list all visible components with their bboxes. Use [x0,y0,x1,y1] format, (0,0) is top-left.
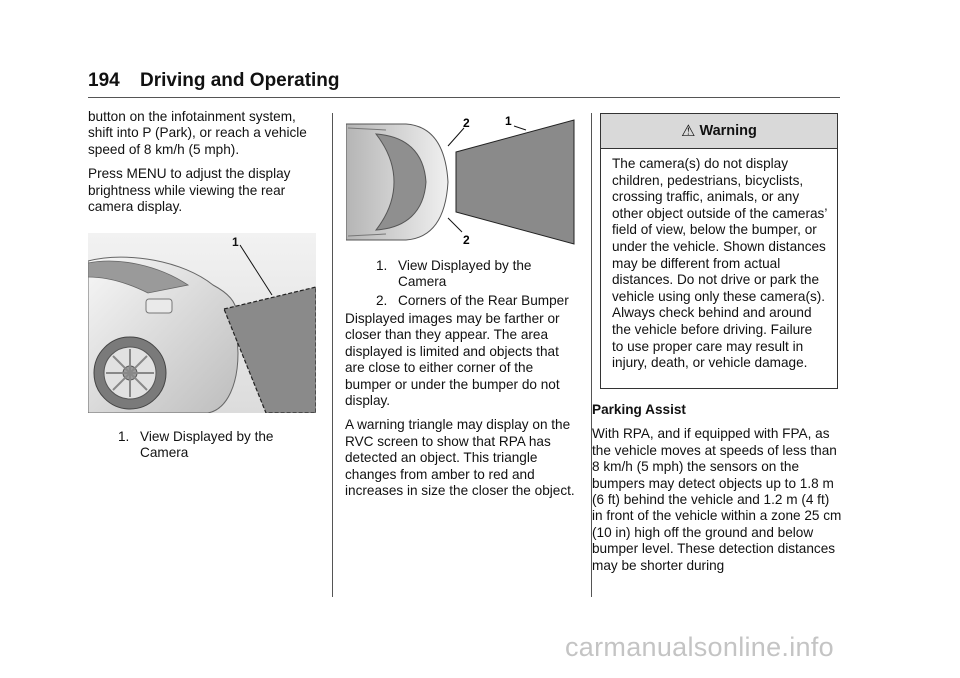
column-divider-1 [332,113,333,597]
figure-callout: 2 [463,116,470,130]
caption-text: View Displayed by the Camera [398,258,532,290]
caption-item [118,429,323,462]
warning-box [600,113,838,389]
caption-number: 2. [376,292,388,308]
caption-item [376,293,581,309]
figure-2-caption [376,258,581,311]
paragraph: A warning triangle may display on the RVC screen to show that RPA has detected an object. This triangle changes from amber to red and increases in size the closer the object. [345,417,575,499]
column-1 [88,109,324,223]
paragraph: button on the infotainment system, shift into P (Park), or reach a vehicle speed of 8 km/h (5 mph). [88,109,307,157]
caption-text: View Displayed by the Camera [140,429,274,461]
column-2 [345,311,581,507]
figure-1-caption [118,429,323,464]
paragraph: Displayed images may be farther or closer than they appear. The area displayed is limited and objects that are close to either corner of the bumper or under the bumper do not display. [345,311,560,409]
header-rule [88,97,840,98]
paragraph: Press MENU to adjust the display brightness while viewing the rear camera display. [88,166,291,215]
caption-number: 1. [118,429,130,444]
warning-triangle-icon: ⚠ [681,123,696,140]
caption-number: 1. [376,258,388,273]
rear-camera-view-figure [88,233,316,413]
paragraph: With RPA, and if equipped with FPA, as the vehicle moves at speeds of less than 8 km/h (5 mph) the sensors on the bumpers may detect objects up to 1.8 m (6 ft) behind the vehicle and 1.2 m (4 ft) in front of the vehicle within a zone 25 cm (10 in) high off the ground and below bumper level. These detection distances may be shorter during [592,426,842,573]
warning-title: Warning [699,123,757,139]
caption-item [376,258,581,291]
warning-text: The camera(s) do not display children, pedestrians, bicyclists, crossing traffic, animals, or any other object outside of the cameras’ field of view, below the bumper, or under the vehicle. Shown distances may be different from actual distances. Do not drive or park the vehicle using only these camera(s). Always check behind and around the vehicle before driving. Failure to use proper care may result in injury, death, or vehicle damage. [612,156,827,371]
watermark: carmanualsonline.info [565,632,834,662]
bumper-corner-figure [346,112,582,250]
warning-header [601,114,837,149]
page-header [88,70,340,92]
section-title: Driving and Operating [140,70,340,91]
figure-callout: 1 [505,114,512,128]
column-3 [592,402,842,582]
figure-callout: 2 [463,233,470,247]
page-number: 194 [88,70,120,91]
camera-view-area [456,120,574,244]
caption-text: Corners of the Rear Bumper [398,292,569,308]
figure-callout: 1 [232,235,239,249]
parking-assist-heading: Parking Assist [592,402,686,417]
